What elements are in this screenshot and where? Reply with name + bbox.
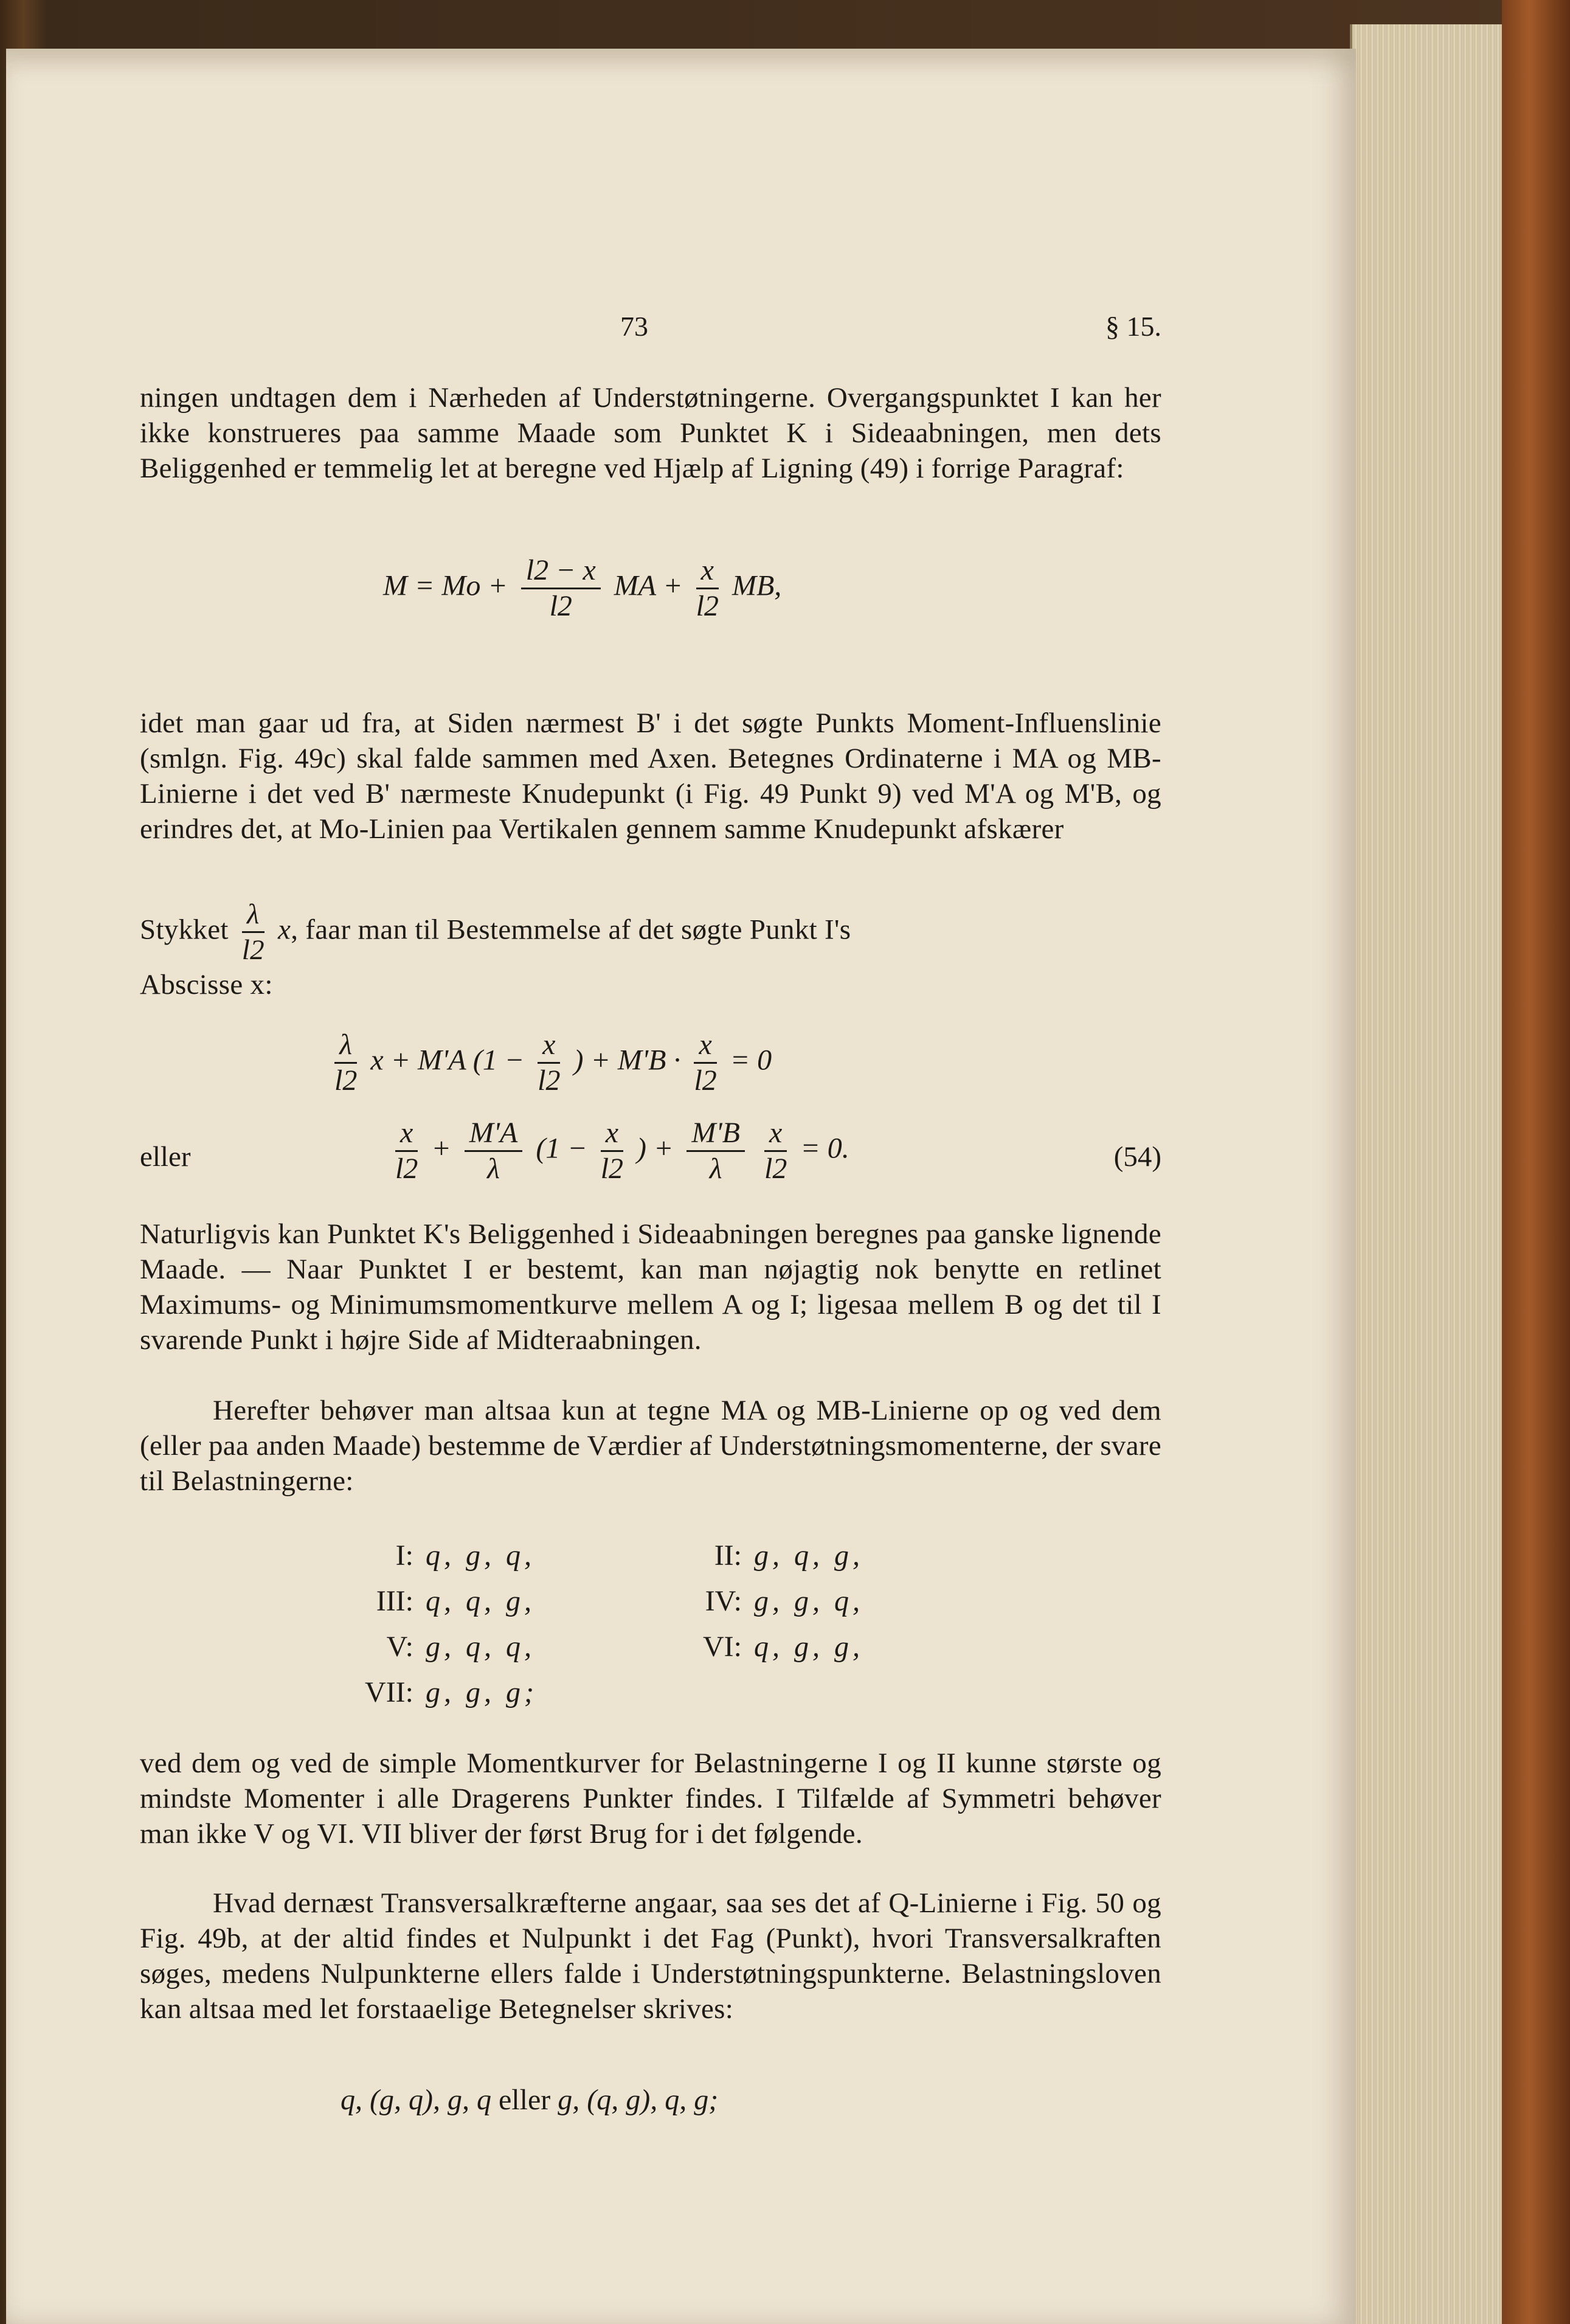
equation-number: (54) bbox=[1113, 1141, 1161, 1173]
page-number: 73 bbox=[620, 311, 648, 342]
paragraph-1: ningen undtagen dem i Nærheden af Understøtningerne. Overgangspunktet I kan her ikke konstrueres paa samme Maade som Punktet K i Sideaabningen, men dets Beliggenhed er temmelig let at beregne ved Hjælp af Ligning (49) i forrige Paragraf: bbox=[140, 382, 1161, 484]
section-number: § 15. bbox=[1105, 311, 1161, 342]
formula-abscisse: $\frac{\lambda}{l2}$ x + M'A (1 − $\frac{x}{l2}$ ) + M'B · $\frac{x}{l2}$ = 0 bbox=[334, 1028, 772, 1097]
formula-ligning-49 bbox=[383, 553, 781, 623]
paragraph-6: Hvad dernæst Transversalkræfterne angaar, saa ses det af Q-Linierne i Fig. 50 og Fig. 49b, at der altid findes et Nulpunkt i det Fag (Punkt), hvori Transversalkraften søges, medens Nulpunkterne ellers falde i Understøtningspunkterne. Belastningsloven kan altsaa med let forstaaelige Betegnelser skrives: bbox=[140, 1887, 1161, 2025]
book-page bbox=[6, 49, 1356, 2324]
running-header bbox=[140, 310, 1161, 359]
formula1-lhs: M = Mo + bbox=[383, 569, 508, 602]
formula1-mid: MA + bbox=[614, 569, 683, 602]
formula1-frac2: $\frac{x}{l2}$ bbox=[696, 554, 719, 622]
book-cover-edge bbox=[1502, 0, 1570, 2324]
equation-54: $\frac{x}{l2}$ + $\frac{M'A}{\lambda}$ (1 − $\frac{x}{l2}$ ) + $\frac{M'B}{\lambda}$ $\frac{x}{l2}$ = 0. bbox=[395, 1117, 849, 1185]
load-case-I: I: q, g, q, bbox=[395, 1539, 535, 1572]
paragraph-2: idet man gaar ud fra, at Siden nærmest B' i det søgte Punkts Moment-Influenslinie (smlgn. Fig. 49c) skal falde sammen med Axen. Betegnes Ordinaterne i MA og MB-Linierne i det ved B' nærmeste Knudepunkt (i Fig. 49 Punkt 9) ved M'A og M'B, og erindres det, at Mo-Linien paa Vertikalen gennem samme Knudepunkt afskærer bbox=[140, 707, 1161, 845]
eller-label: eller bbox=[140, 1141, 191, 1173]
stykket-fraction: $\frac{\lambda}{l2}$ bbox=[241, 898, 265, 966]
load-case-VII: VII: g, g, g; bbox=[365, 1676, 538, 1708]
abscisse-line: Abscisse x: bbox=[140, 969, 273, 1001]
load-case-III: III: q, q, g, bbox=[376, 1585, 535, 1617]
load-case-VI: VI: q, g, g, bbox=[703, 1631, 863, 1663]
paragraph-5: ved dem og ved de simple Momentkurver for Belastningerne I og II kunne største og mindste Momenter i alle Dragerens Punkter findes. I Tilfælde af Symmetri behøver man ikke V og VI. VII bliver der først Brug for i det følgende. bbox=[140, 1747, 1161, 1850]
formula1-end: MB, bbox=[731, 569, 782, 602]
paragraph-3: Naturligvis kan Punktet K's Beliggenhed i Sideaabningen beregnes paa ganske lignende Maade. — Naar Punktet I er bestemt, kan man nøjagtig nok benytte en retlinet Maximums- og Minimumsmomentkurve mellem A og I; ligesaa mellem B og det til I svarende Punkt i højre Side af Midteraabningen. bbox=[140, 1218, 1161, 1356]
paragraph-4: Herefter behøver man altsaa kun at tegne MA og MB-Linierne op og ved dem (eller paa anden Maade) bestemme de Værdier af Understøtningsmomenterne, der svare til Belastningerne: bbox=[140, 1395, 1161, 1497]
stykket-line: Stykket $\frac{\lambda}{l2}$ x, faar man til Bestemmelse af det søgte Punkt I's bbox=[140, 898, 851, 966]
load-law-formula: q, (g, q), g, q eller g, (q, g), q, g; bbox=[341, 2084, 719, 2116]
load-cases-table bbox=[341, 1539, 1009, 1721]
load-case-IV: IV: g, g, q, bbox=[705, 1585, 863, 1617]
formula1-frac1: $\frac{l2 - x}{l2}$ bbox=[521, 553, 601, 623]
load-case-II: II: g, q, g, bbox=[714, 1539, 863, 1572]
load-case-V: V: g, q, q, bbox=[386, 1631, 535, 1663]
